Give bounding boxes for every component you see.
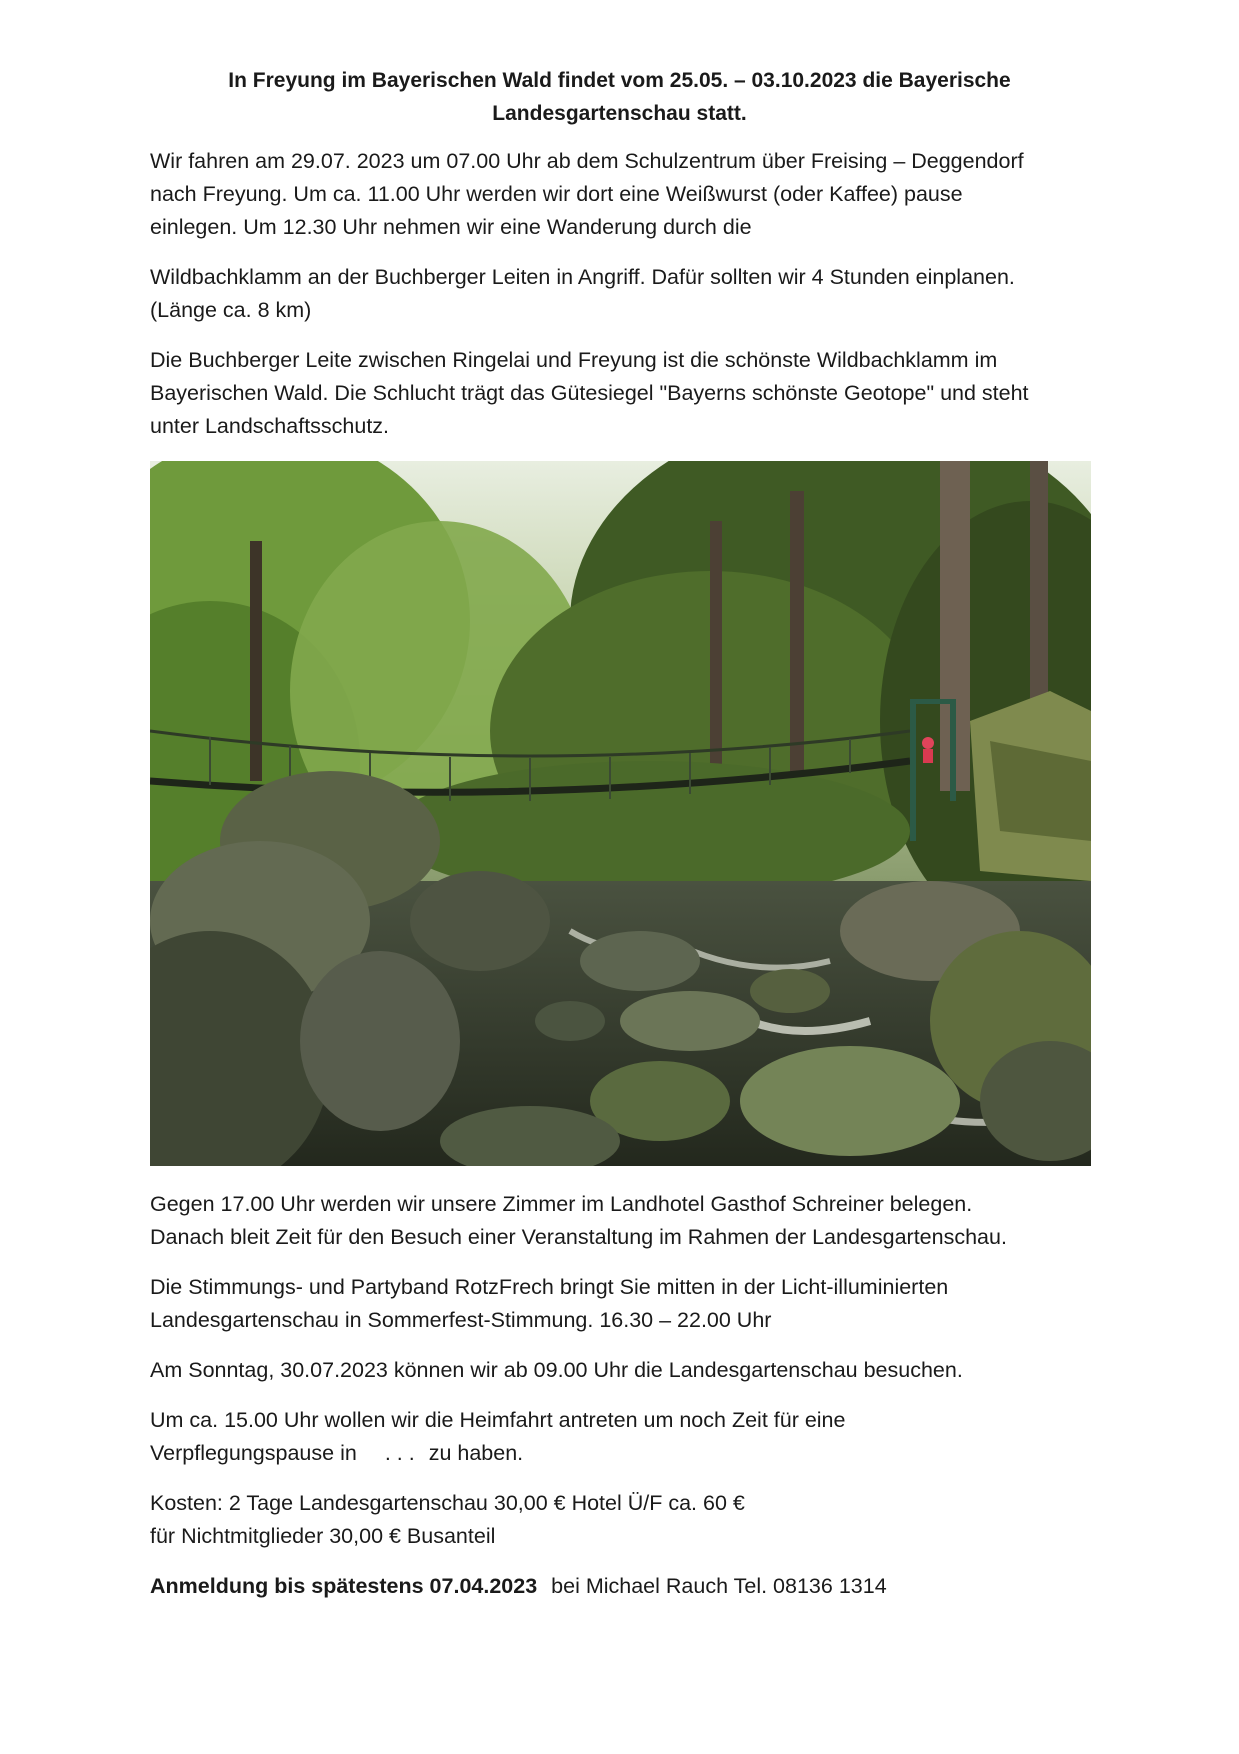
document-title <box>150 64 1089 130</box>
paragraph-departure <box>150 145 1110 244</box>
paragraph-line: unter Landschaftsschutz. <box>150 414 390 438</box>
paragraph-line: Kosten: 2 Tage Landesgartenschau 30,00 € Hotel Ü/F ca. 60 € <box>150 1491 745 1515</box>
paragraph-line: Wildbachklamm an der Buchberger Leiten in Angriff. Dafür sollten wir 4 Stunden einplanen. <box>150 265 1015 289</box>
text-segment: Verpflegungspause in <box>150 1441 357 1465</box>
paragraph-line: Bayerischen Wald. Die Schlucht trägt das Gütesiegel "Bayerns schönste Geotope" und steht <box>150 381 1029 405</box>
paragraph-line: Die Stimmungs- und Partyband RotzFrech bringt Sie mitten in der Licht-illuminierten <box>150 1275 949 1299</box>
paragraph-line: (Länge ca. 8 km) <box>150 298 312 322</box>
paragraph-line: Danach bleit Zeit für den Besuch einer Veranstaltung im Rahmen der Landesgartenschau. <box>150 1225 1007 1249</box>
paragraph-line: Am Sonntag, 30.07.2023 können wir ab 09.00 Uhr die Landesgartenschau besuchen. <box>150 1358 963 1382</box>
paragraph-gorge-description <box>150 344 1110 443</box>
title-line-1: In Freyung im Bayerischen Wald findet vom 25.05. – 03.10.2023 die Bayerische <box>228 69 1011 92</box>
paragraph-return <box>150 1404 1110 1470</box>
paragraph-line: Die Buchberger Leite zwischen Ringelai und Freyung ist die schönste Wildbachklamm im <box>150 348 998 372</box>
paragraph-hike <box>150 261 1110 327</box>
text-segment: zu haben. <box>428 1441 524 1465</box>
paragraph-registration <box>150 1570 1110 1603</box>
paragraph-costs <box>150 1487 1110 1553</box>
paragraph-line: nach Freyung. Um ca. 11.00 Uhr werden wir dort eine Weißwurst (oder Kaffee) pause <box>150 182 963 206</box>
registration-deadline: Anmeldung bis spätestens 07.04.2023 <box>150 1574 538 1598</box>
paragraph-line <box>150 1570 1110 1603</box>
paragraph-hotel <box>150 1188 1110 1254</box>
paragraph-line: einlegen. Um 12.30 Uhr nehmen wir eine Wanderung durch die <box>150 215 752 239</box>
paragraph-line: Wir fahren am 29.07. 2023 um 07.00 Uhr ab dem Schulzentrum über Freising – Deggendorf <box>150 149 1024 173</box>
title-line-2: Landesgartenschau statt. <box>492 102 747 125</box>
paragraph-line: Gegen 17.00 Uhr werden wir unsere Zimmer im Landhotel Gasthof Schreiner belegen. <box>150 1192 973 1216</box>
paragraph-sunday <box>150 1354 1110 1387</box>
paragraph-line: Um ca. 15.00 Uhr wollen wir die Heimfahrt antreten um noch Zeit für eine <box>150 1408 846 1432</box>
paragraph-band <box>150 1271 1110 1337</box>
paragraph-line <box>150 1437 1110 1470</box>
paragraph-line: für Nichtmitglieder 30,00 € Busanteil <box>150 1524 496 1548</box>
ellipsis-placeholder: . . . <box>384 1441 415 1465</box>
gorge-suspension-bridge-photo <box>150 461 1091 1166</box>
registration-contact: bei Michael Rauch Tel. 08136 1314 <box>551 1574 887 1598</box>
paragraph-line: Landesgartenschau in Sommerfest-Stimmung. 16.30 – 22.00 Uhr <box>150 1308 772 1332</box>
